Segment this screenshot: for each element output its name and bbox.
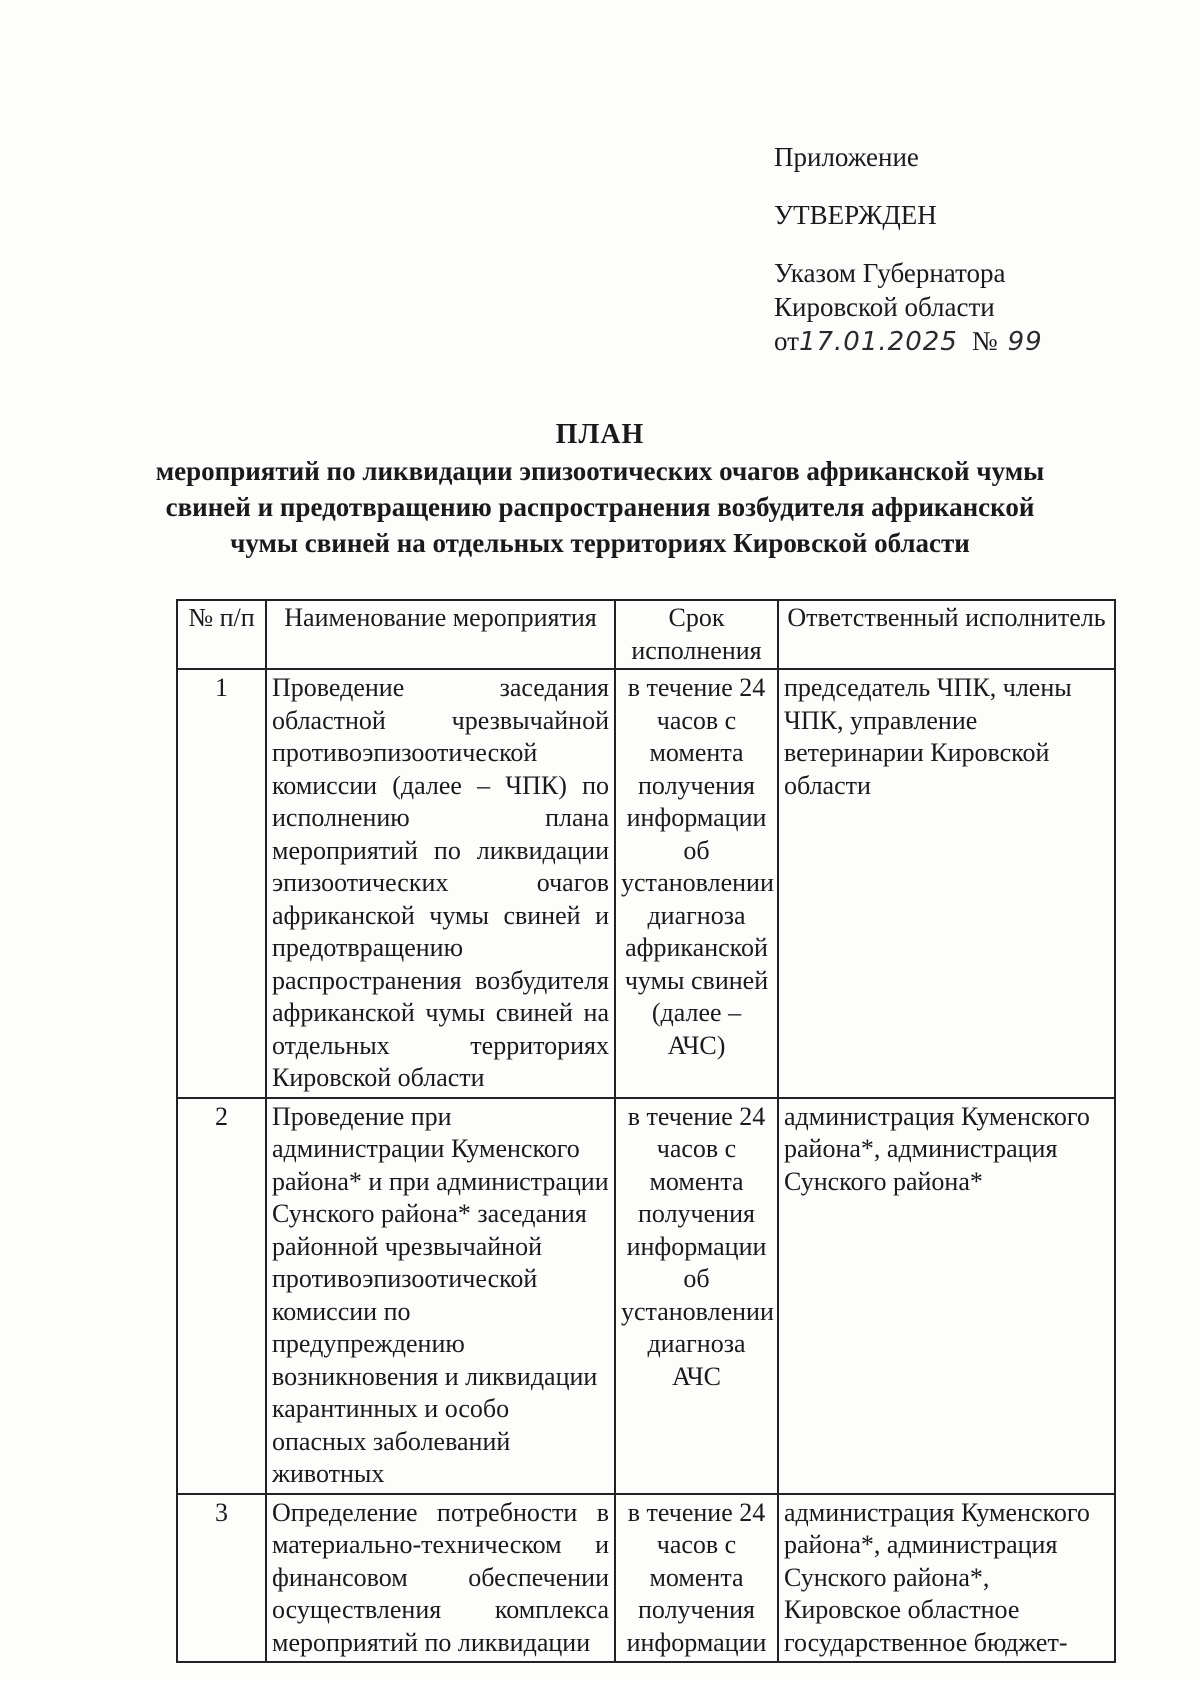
handwritten-date: 17.01.2025	[798, 327, 958, 357]
table-header-row	[177, 600, 1115, 669]
date-prefix: от	[774, 326, 799, 356]
row-name: Проведение при администрации Куменского района* и при администрации Сунского района* заседания районной чрезвычайной противоэпизоотической комиссии по предупреждению возникновения и ликвидации карантинных и особо опасных заболеваний животных	[266, 1098, 615, 1494]
row-term: в течение 24 часов с момента получения информации об установлении диагноза африканской чумы свиней (далее – АЧС)	[615, 669, 778, 1098]
row-name: Проведение заседания областной чрезвычайной противоэпизоотической комиссии (далее – ЧПК) по исполнению плана мероприятий по ликвидации эпизоотических очагов африканской чумы свиней и предотвращению распространения возбудителя африканской чумы свиней на отдельных территориях Кировской области	[266, 669, 615, 1098]
plan-table	[176, 599, 1116, 1663]
row-resp: администрация Куменского района*, администрация Сунского района*	[778, 1098, 1115, 1494]
row-term: в течение 24 часов с момента получения информации	[615, 1494, 778, 1663]
approval-stamp-block	[774, 140, 1043, 359]
title-subtitle-line-2: свиней и предотвращению распространения возбудителя африканской	[165, 492, 1035, 522]
title-heading: ПЛАН	[555, 419, 645, 450]
title-subtitle-line-3: чумы свиней на отдельных территориях Кировской области	[230, 528, 970, 558]
handwritten-number: 99	[1007, 327, 1043, 357]
date-number-line	[774, 324, 1043, 359]
row-term: в течение 24 часов с момента получения информации об установлении диагноза АЧС	[615, 1098, 778, 1494]
table-row	[177, 669, 1115, 1098]
appendix-label: Приложение	[774, 142, 919, 172]
row-name: Определение потребности в материально-техническом и финансовом обеспечении осуществления комплекса мероприятий по ликвидации	[266, 1494, 615, 1663]
row-resp: администрация Куменского района*, администрация Сунского района*, Кировское областное государственное бюджет-	[778, 1494, 1115, 1663]
title-subtitle-line-1: мероприятий по ликвидации эпизоотических очагов африканской чумы	[155, 456, 1045, 486]
header-resp: Ответственный исполнитель	[778, 600, 1115, 669]
decree-line: Указом Губернатора	[774, 258, 1006, 288]
approved-label: УТВЕРЖДЕН	[774, 200, 937, 230]
header-term: Срок исполнения	[615, 600, 778, 669]
header-num: № п/п	[177, 600, 266, 669]
table-row	[177, 1098, 1115, 1494]
row-num: 2	[177, 1098, 266, 1494]
table-row	[177, 1494, 1115, 1663]
number-label: №	[971, 326, 998, 356]
header-name: Наименование мероприятия	[266, 600, 615, 669]
row-num: 1	[177, 669, 266, 1098]
row-resp: председатель ЧПК, члены ЧПК, управление ветеринарии Кировской области	[778, 669, 1115, 1098]
document-title	[150, 418, 1050, 560]
row-num: 3	[177, 1494, 266, 1663]
region-line: Кировской области	[774, 292, 995, 322]
